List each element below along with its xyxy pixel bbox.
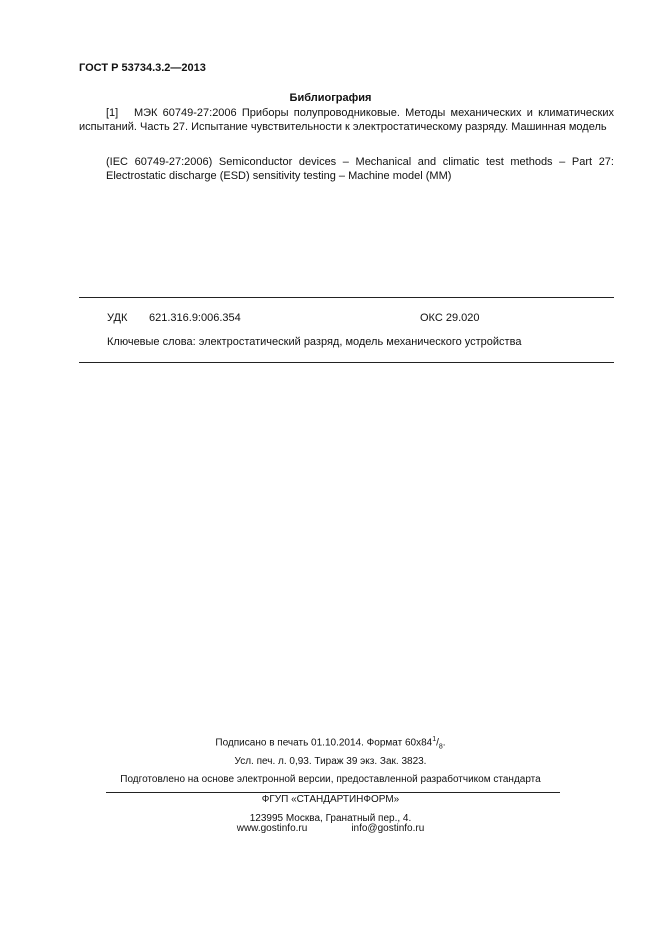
keywords: Ключевые слова: электростатический разряд, модель механического устройства [107, 336, 522, 348]
entry-ref: [1] [106, 107, 119, 119]
udk-label: УДК [107, 312, 128, 324]
print-info: Усл. печ. л. 0,93. Тираж 39 экз. Зак. 3823. [234, 756, 427, 767]
imprint-divider [106, 792, 560, 793]
signed-prefix: Подписано в печать 01.10.2014. Формат 60x84 [215, 737, 433, 749]
entry-ru-text: МЭК 60749-27:2006 Приборы полупроводниковые. Методы механических и климатических испытаний. Часть 27. Испытание чувствительности к электростатическому разряду. Машинная модель [79, 107, 614, 133]
address: 123995 Москва, Гранатный пер., 4. [249, 813, 412, 824]
publisher: ФГУП «СТАНДАРТИНФОРМ» [261, 794, 400, 805]
entry-en-text: (IEC 60749-27:2006) Semiconductor devices – Mechanical and climatic test methods – Part 27: Electrostatic discharge (ESD) sensitivity testing – Machine model (MM) [106, 156, 614, 182]
bibliography-entry-ru [79, 106, 614, 134]
format-numerator: 1 [432, 736, 437, 743]
bottom-divider [79, 362, 614, 363]
signed-line: Подписано в печать 01.10.2014. Формат $60x84^1/_8$. [215, 736, 446, 751]
format-denominator: 8 [438, 743, 443, 751]
signed-suffix: . [442, 737, 446, 749]
top-divider [79, 297, 614, 298]
oks-code: ОКС 29.020 [420, 312, 480, 324]
document-id: ГОСТ Р 53734.3.2—2013 [79, 62, 206, 74]
prepared-note: Подготовлено на основе электронной версии, предоставленной разработчиком стандарта [120, 774, 541, 785]
contacts [0, 823, 661, 834]
email-link[interactable]: info@gostinfo.ru [351, 823, 425, 834]
udk-value: 621.316.9:006.354 [149, 312, 241, 324]
bibliography-entry-en [79, 155, 614, 183]
website-link[interactable]: www.gostinfo.ru [236, 823, 308, 834]
bibliography-title: Библиография [289, 92, 372, 104]
